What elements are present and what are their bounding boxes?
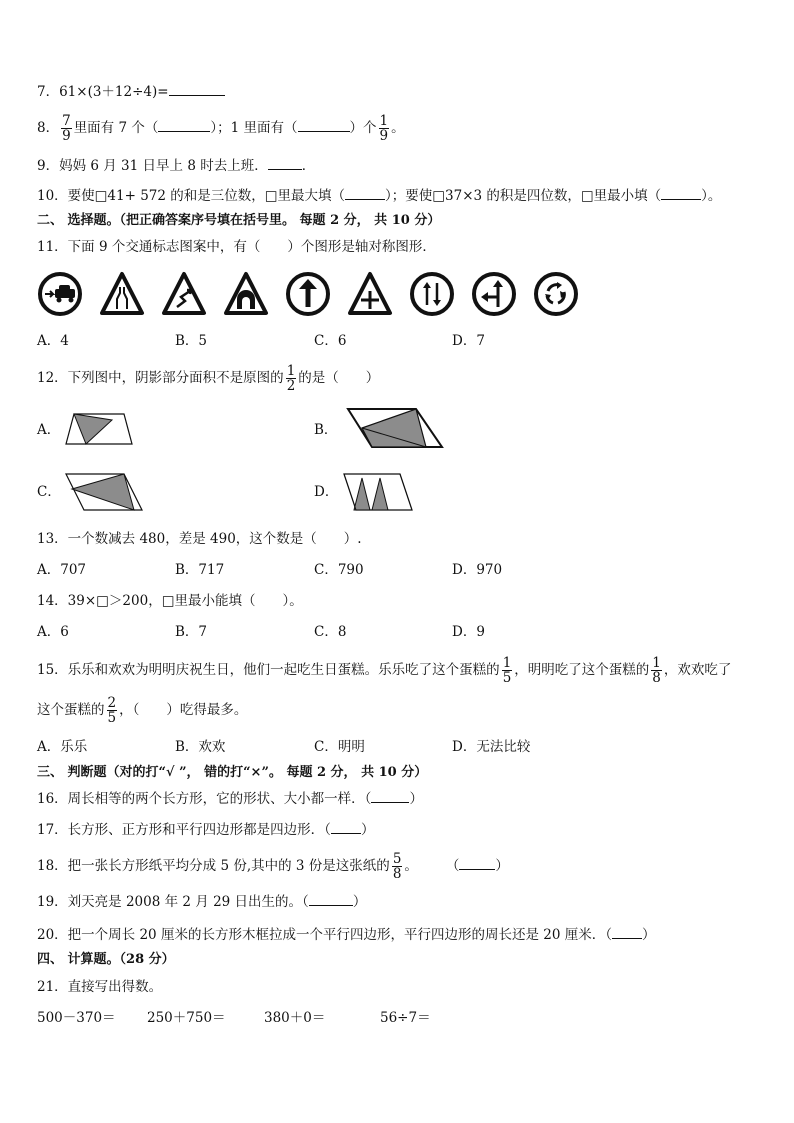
section-4-heading: 四、 计算题。（28 分） — [37, 952, 175, 967]
option-a[interactable]: A． — [37, 422, 61, 438]
option-c[interactable]: C．790 — [314, 562, 364, 578]
answer-blank[interactable] — [612, 926, 642, 939]
option-a[interactable]: A．6 — [37, 624, 69, 640]
option-c[interactable]: C． — [37, 484, 61, 500]
section-3-heading: 三、 判断题（对的打“√ ”， 错的打“×”。 每题 2 分， 共 10 分） — [37, 765, 428, 780]
calc-item: 500－370＝ — [37, 1010, 116, 1026]
answer-blank[interactable] — [331, 821, 361, 834]
option-d[interactable]: D．970 — [452, 562, 503, 578]
option-a[interactable]: A．707 — [37, 562, 87, 578]
option-d[interactable]: D．无法比较 — [452, 739, 531, 755]
answer-blank[interactable] — [298, 119, 350, 132]
option-b[interactable]: B．717 — [175, 562, 225, 578]
question-20: 20．把一个周长 20 厘米的长方形木框拉成一个平行四边形，平行四边形的周长还是 20 厘米．（ ） — [37, 927, 656, 943]
question-13: 13．一个数减去 480，差是 490，这个数是（ ）. — [37, 531, 362, 547]
answer-blank[interactable] — [345, 187, 385, 200]
option-b[interactable]: B．7 — [175, 624, 208, 640]
question-16: 16．周长相等的两个长方形，它的形状、大小都一样．（ ） — [37, 791, 423, 807]
straight-ahead-sign-icon — [285, 271, 331, 317]
question-8: 8． $\frac{7}{9}$ 里面有 7 个（ ）；1 里面有（ ）个 $\frac{1}{9}$ 。 — [37, 113, 405, 144]
option-c[interactable]: C．8 — [314, 624, 347, 640]
question-15-line-2: 这个蛋糕的 $\frac{2}{5}$ ，（ ）吃得最多。 — [37, 695, 248, 726]
option-c[interactable]: C．明明 — [314, 739, 365, 755]
option-c[interactable]: C．6 — [314, 333, 347, 349]
answer-blank[interactable] — [459, 857, 495, 870]
option-d[interactable]: D． — [314, 484, 339, 500]
fraction: $\frac{1}{8}$ — [652, 655, 661, 686]
question-18: 18．把一张长方形纸平均分成 5 份,其中的 3 份是这张纸的 $\frac{5}{8}$ 。 （ ） — [37, 851, 509, 882]
fraction: $\frac{7}{9}$ — [62, 113, 71, 144]
question-14: 14．39×□＞200，□里最小能填（ ）。 — [37, 593, 303, 609]
option-b[interactable]: B．欢欢 — [175, 739, 226, 755]
question-11: 11．下面 9 个交通标志图案中，有（ ）个图形是轴对称图形． — [37, 239, 436, 255]
reverse-curve-sign-icon — [161, 271, 207, 317]
figure-c — [64, 471, 144, 513]
section-2-heading: 二、 选择题。（把正确答案序号填在括号里。 每题 2 分， 共 10 分） — [37, 213, 441, 228]
question-17: 17．长方形、正方形和平行四边形都是四边形．（ ） — [37, 822, 375, 838]
crossroad-sign-icon — [347, 271, 393, 317]
answer-blank[interactable] — [268, 157, 302, 170]
straight-or-left-sign-icon — [471, 271, 517, 317]
answer-blank[interactable] — [309, 893, 353, 906]
fraction: $\frac{5}{8}$ — [392, 851, 402, 882]
option-b[interactable]: B． — [314, 422, 338, 438]
option-a[interactable]: A．4 — [37, 333, 69, 349]
fraction: $\frac{1}{9}$ — [379, 113, 389, 144]
answer-blank[interactable] — [661, 187, 701, 200]
option-d[interactable]: D．9 — [452, 624, 485, 640]
answer-blank[interactable] — [371, 790, 409, 803]
tunnel-sign-icon — [223, 271, 269, 317]
car-ahead-sign-icon — [37, 271, 83, 317]
fraction: $\frac{2}{5}$ — [107, 695, 117, 726]
two-way-sign-icon — [409, 271, 455, 317]
answer-blank[interactable] — [169, 83, 225, 96]
figure-d — [342, 471, 414, 513]
answer-blank[interactable] — [158, 119, 210, 132]
question-19: 19．刘天亮是 2008 年 2 月 29 日出生的。（ ） — [37, 894, 367, 910]
question-9: 9．妈妈 6 月 31 日早上 8 时去上班． ． — [37, 158, 316, 174]
roundabout-sign-icon — [533, 271, 579, 317]
option-a[interactable]: A．乐乐 — [37, 739, 88, 755]
fraction: $\frac{1}{5}$ — [502, 655, 512, 686]
calc-item: 380＋0＝ — [264, 1010, 326, 1026]
question-12: 12．下列图中，阴影部分面积不是原图的 $\frac{1}{2}$ 的是（ ） — [37, 363, 380, 394]
option-d[interactable]: D．7 — [452, 333, 485, 349]
narrow-road-sign-icon — [99, 271, 145, 317]
calc-item: 250＋750＝ — [147, 1010, 226, 1026]
option-b[interactable]: B．5 — [175, 333, 208, 349]
question-10: 10．要使□41+ 572 的和是三位数，□里最大填（ ）；要使□37×3 的积是四位数，□里最小填（ ）。 — [37, 188, 722, 204]
fraction: $\frac{1}{2}$ — [286, 363, 296, 394]
calc-item: 56÷7＝ — [380, 1010, 431, 1026]
figure-b — [346, 406, 446, 450]
question-15-line-1: 15．乐乐和欢欢为明明庆祝生日，他们一起吃生日蛋糕。乐乐吃了这个蛋糕的 $\frac{1}{5}$ ，明明吃了这个蛋糕的 $\frac{1}{8}$ ，欢欢吃了 — [37, 655, 732, 686]
figure-a — [64, 411, 134, 447]
question-21: 21．直接写出得数。 — [37, 979, 163, 995]
traffic-signs-row — [37, 271, 577, 317]
question-7: 7．61×(3＋12÷4)= — [37, 83, 225, 101]
